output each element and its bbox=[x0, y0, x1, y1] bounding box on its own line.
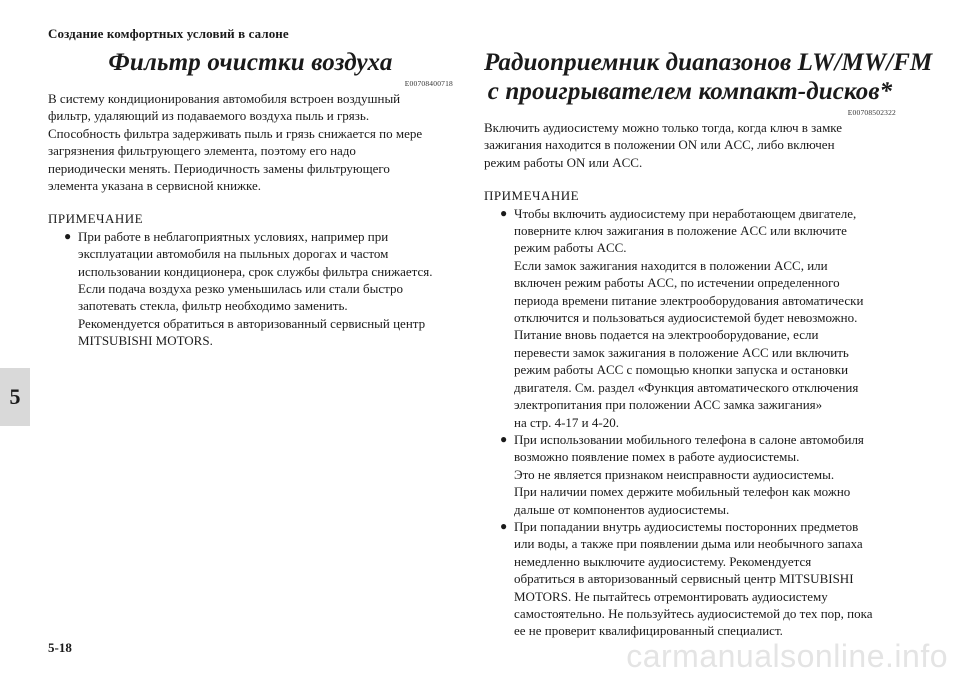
note-line: отключится и пользоваться аудиосистемой будет невозможно. bbox=[514, 310, 858, 326]
note-line: электропитания при положении ACC замка зажигания» bbox=[514, 397, 823, 413]
left-section-code: E00708400718 bbox=[404, 79, 453, 88]
note-line: Чтобы включить аудиосистему при неработающем двигателе, bbox=[514, 205, 857, 221]
note-line: При наличии помех держите мобильный телефон как можно bbox=[514, 484, 851, 500]
note-item bbox=[484, 518, 896, 640]
note-line: включен режим работы ACC, по истечении определенного bbox=[514, 275, 840, 291]
body-line: зажигания находится в положении ON или ACC, либо включен bbox=[484, 137, 835, 153]
note-line: двигателя. См. раздел «Функция автоматического отключения bbox=[514, 379, 859, 395]
note-line: периода времени питание электрооборудования автоматически bbox=[514, 292, 864, 308]
note-line: запотевать стекла, фильтр необходимо заменить. bbox=[78, 298, 348, 314]
title-line: Радиоприемник диапазонов LW/MW/FM bbox=[484, 49, 933, 76]
radio-body bbox=[484, 119, 896, 171]
note-line: режим работы ACC. bbox=[514, 240, 627, 256]
note-line: самостоятельно. Не пользуйтесь аудиосистемой до тех пор, пока bbox=[514, 605, 873, 621]
note-line: режим работы ACC с помощью кнопки запуска и остановки bbox=[514, 362, 849, 378]
note-line: При работе в неблагоприятных условиях, например при bbox=[78, 228, 389, 244]
page-number: 5-18 bbox=[48, 640, 72, 655]
body-line: элемента указана в сервисной книжке. bbox=[48, 178, 262, 194]
note-line: на стр. 4-17 и 4-20. bbox=[514, 414, 619, 430]
right-section-code: E00708502322 bbox=[847, 108, 896, 117]
note-line: дальше от компонентов аудиосистемы. bbox=[514, 501, 730, 517]
note-line: Если подача воздуха резко уменьшилась или стали быстро bbox=[78, 281, 403, 297]
note-line: MITSUBISHI MOTORS. bbox=[78, 333, 213, 349]
bullet-icon: ● bbox=[64, 228, 72, 243]
title-line: с проигрывателем компакт-дисков* bbox=[487, 78, 893, 105]
note-line: перевести замок зажигания в положение ACC или включить bbox=[514, 344, 849, 360]
note-line: эксплуатации автомобиля на пыльных дорогах и частом bbox=[78, 246, 389, 262]
note-line: Питание вновь подается на электрооборудование, если bbox=[514, 327, 819, 343]
note-line: использовании кондиционера, срок службы фильтра снижается. bbox=[78, 263, 433, 279]
body-line: периодически менять. Периодичность замены фильтрующего bbox=[48, 160, 390, 176]
body-line: фильтр, удаляющий из подаваемого воздуха пыль и грязь. bbox=[48, 108, 370, 124]
section-header: Создание комфортных условий в салоне bbox=[48, 26, 289, 41]
note-item bbox=[484, 431, 896, 518]
air-filter-title: Фильтр очистки воздуха bbox=[108, 49, 393, 76]
body-line: загрязнения фильтрующего элемента, поэтому его надо bbox=[48, 143, 356, 159]
note-line: возможно появление помех в работе аудиосистемы. bbox=[514, 449, 800, 465]
watermark: carmanualsonline.info bbox=[626, 638, 948, 674]
note-line: Если замок зажигания находится в положении ACC, или bbox=[514, 257, 828, 273]
note-item bbox=[484, 205, 896, 431]
note-line: поверните ключ зажигания в положение ACC или включите bbox=[514, 223, 847, 239]
chapter-tab: 5 bbox=[0, 368, 30, 426]
note-line: немедленно выключите аудиосистему. Рекомендуется bbox=[514, 553, 812, 569]
note-line: обратиться в авторизованный сервисный центр MITSUBISHI bbox=[514, 571, 854, 587]
note-line: При использовании мобильного телефона в салоне автомобиля bbox=[514, 431, 864, 447]
note-line: Это не является признаком неисправности аудиосистемы. bbox=[514, 466, 835, 482]
body-line: В систему кондиционирования автомобиля встроен воздушный bbox=[48, 91, 401, 106]
body-line: режим работы ON или ACC. bbox=[484, 154, 643, 170]
left-column bbox=[48, 48, 453, 350]
note-line: Рекомендуется обратиться в авторизованный сервисный центр bbox=[78, 315, 426, 331]
note-line: При попадании внутрь аудиосистемы посторонних предметов bbox=[514, 518, 859, 534]
air-filter-body bbox=[48, 90, 453, 194]
note-item bbox=[48, 228, 453, 350]
note-heading: ПРИМЕЧАНИЕ bbox=[484, 188, 580, 204]
body-line: Включить аудиосистему можно только тогда, когда ключ в замке bbox=[484, 120, 843, 135]
body-line: Способность фильтра задерживать пыль и грязь снижается по мере bbox=[48, 125, 423, 141]
bullet-icon: ● bbox=[500, 431, 508, 446]
bullet-icon: ● bbox=[500, 518, 508, 533]
note-heading: ПРИМЕЧАНИЕ bbox=[48, 211, 144, 227]
note-line: ее не проверит квалифицированный специалист. bbox=[514, 623, 783, 639]
bullet-icon: ● bbox=[500, 205, 508, 220]
radio-section-title bbox=[484, 48, 933, 106]
note-line: или воды, а также при появлении дыма или необычного запаха bbox=[514, 536, 863, 552]
right-column bbox=[484, 48, 933, 640]
note-line: MOTORS. Не пытайтесь отремонтировать аудиосистему bbox=[514, 588, 828, 604]
